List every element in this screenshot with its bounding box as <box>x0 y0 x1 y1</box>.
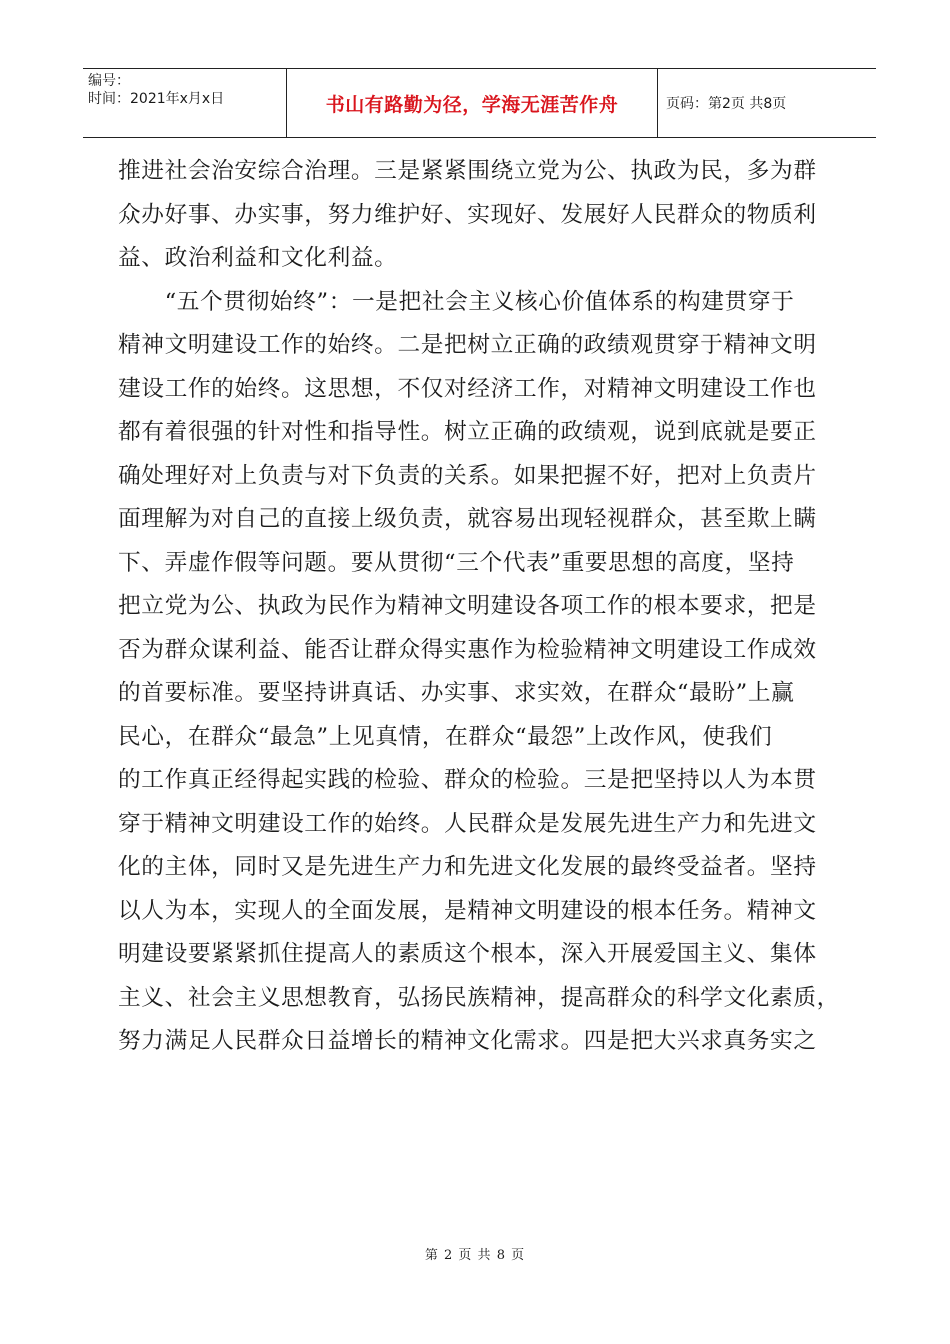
body-line: 推进社会治安综合治理。三是紧紧围绕立党为公、执政为民，多为群 <box>118 158 817 184</box>
body-line: 主义、社会主义思想教育，弘扬民族精神，提高群众的科学文化素质， <box>118 984 840 1011</box>
body-line: 以人为本，实现人的全面发展，是精神文明建设的根本任务。精神文 <box>118 897 817 924</box>
body-line: 建设工作的始终。这思想，不仅对经济工作，对精神文明建设工作也 <box>118 375 817 402</box>
document-body <box>118 150 844 1064</box>
body-line: 的工作真正经得起实践的检验、群众的检验。三是把坚持以人为本贯 <box>118 767 817 793</box>
doc-number-label: 编号： <box>88 73 130 89</box>
body-line: 众办好事、办实事，努力维护好、实现好、发展好人民群众的物质利 <box>118 201 817 228</box>
body-line: 确处理好对上负责与对下负责的关系。如果把握不好，把对上负责片 <box>118 462 817 489</box>
header-page-cell <box>658 69 876 137</box>
page-header <box>83 68 876 138</box>
body-line: 精神文明建设工作的始终。二是把树立正确的政绩观贯穿于精神文明 <box>118 332 817 358</box>
body-line: 益、政治利益和文化利益。 <box>118 245 398 271</box>
header-motto: 书山有路勤为径，学海无涯苦作舟 <box>325 93 619 116</box>
header-meta <box>83 69 286 137</box>
body-line: 面理解为对自己的直接上级负责，就容易出现轻视群众，甚至欺上瞒 <box>118 506 817 532</box>
body-line: 的首要标准。要坚持讲真话、办实事、求实效，在群众“最盼”上赢 <box>118 680 795 706</box>
header-motto-cell <box>286 69 658 137</box>
body-line: 都有着很强的针对性和指导性。树立正确的政绩观，说到底就是要正 <box>118 419 817 445</box>
body-line: 否为群众谋利益、能否让群众得实惠作为检验精神文明建设工作成效 <box>118 636 817 663</box>
body-line: 穿于精神文明建设工作的始终。人民群众是发展先进生产力和先进文 <box>118 810 817 837</box>
body-line: 民心，在群众“最急”上见真情，在群众“最怨”上改作风，使我们 <box>118 723 773 750</box>
page-footer <box>0 1244 950 1263</box>
body-line: 化的主体，同时又是先进生产力和先进文化发展的最终受益者。坚持 <box>118 854 817 880</box>
body-line: 把立党为公、执政为民作为精神文明建设各项工作的根本要求，把是 <box>118 593 817 619</box>
body-line: 下、弄虚作假等问题。要从贯彻“三个代表”重要思想的高度，坚持 <box>118 549 795 576</box>
body-line: 明建设要紧紧抓住提高人的素质这个根本，深入开展爱国主义、集体 <box>118 941 817 967</box>
body-line: 努力满足人民群众日益增长的精神文化需求。四是把大兴求真务实之 <box>118 1028 817 1054</box>
doc-time-label: 时间：2021年x月x日 <box>88 91 225 107</box>
header-page-label: 页码：第2页 共8页 <box>666 96 787 112</box>
footer-page-number: 第 2 页 共 8 页 <box>424 1248 526 1263</box>
body-line: “五个贯彻始终”：一是把社会主义核心价值体系的构建贯穿于 <box>118 288 795 315</box>
